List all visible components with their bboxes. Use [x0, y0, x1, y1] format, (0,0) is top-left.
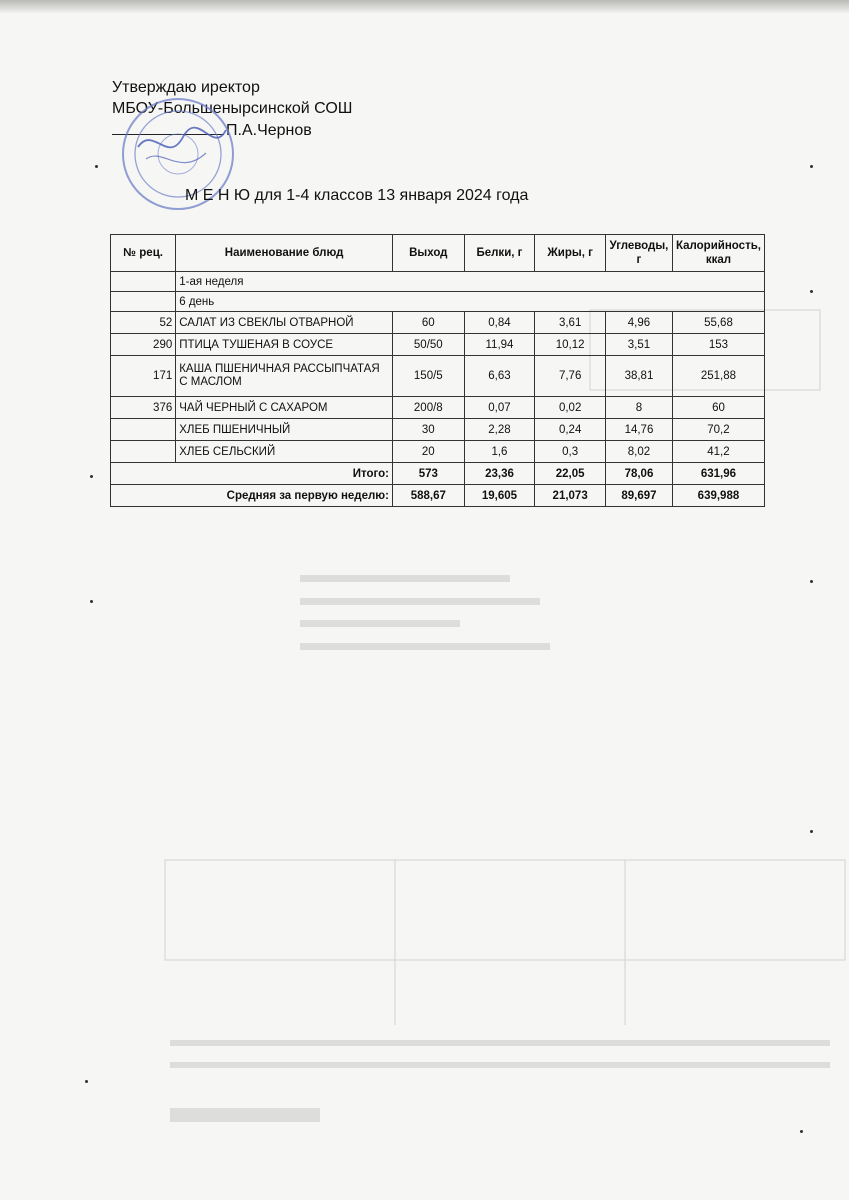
cell-num: 52 — [111, 312, 176, 334]
cell-carbs: 14,76 — [605, 419, 672, 441]
cell-protein: 0,07 — [464, 397, 535, 419]
day-row — [111, 292, 765, 312]
table-row — [111, 356, 765, 397]
average-carbs: 89,697 — [605, 485, 672, 507]
total-kcal: 631,96 — [672, 463, 764, 485]
average-fat: 21,073 — [535, 485, 606, 507]
cell-num — [111, 419, 176, 441]
scan-speck — [95, 165, 98, 168]
approval-line-2: МБОУ-Большенырсинской СОШ — [112, 100, 353, 117]
table-row — [111, 419, 765, 441]
scan-edge — [0, 0, 849, 14]
scan-speck — [810, 830, 813, 833]
scan-speck — [810, 580, 813, 583]
header-output: Выход — [392, 235, 464, 272]
header-kcal: Калорийность, ккал — [672, 235, 764, 272]
cell-fat: 0,02 — [535, 397, 606, 419]
average-protein: 19,605 — [464, 485, 535, 507]
cell-protein: 0,84 — [464, 312, 535, 334]
cell-protein: 11,94 — [464, 334, 535, 356]
cell-num: 171 — [111, 356, 176, 397]
cell-carbs: 8,02 — [605, 441, 672, 463]
cell-kcal: 60 — [672, 397, 764, 419]
total-label: Итого: — [111, 463, 393, 485]
cell-kcal: 153 — [672, 334, 764, 356]
total-row — [111, 463, 765, 485]
cell-protein: 6,63 — [464, 356, 535, 397]
cell-name: КАША ПШЕНИЧНАЯ РАССЫПЧАТАЯ С МАСЛОМ — [176, 356, 393, 397]
cell-protein: 2,28 — [464, 419, 535, 441]
cell-fat: 0,3 — [535, 441, 606, 463]
cell-kcal: 55,68 — [672, 312, 764, 334]
total-output: 573 — [392, 463, 464, 485]
cell-kcal: 70,2 — [672, 419, 764, 441]
cell-num — [111, 441, 176, 463]
scan-speck — [90, 475, 93, 478]
average-label: Средняя за первую неделю: — [111, 485, 393, 507]
cell-output: 50/50 — [392, 334, 464, 356]
average-row — [111, 485, 765, 507]
total-carbs: 78,06 — [605, 463, 672, 485]
cell-carbs: 38,81 — [605, 356, 672, 397]
header-fat: Жиры, г — [535, 235, 606, 272]
table-row — [111, 312, 765, 334]
menu-title: М Е Н Ю для 1-4 классов 13 января 2024 года — [185, 187, 529, 204]
cell-carbs: 4,96 — [605, 312, 672, 334]
scan-speck — [810, 290, 813, 293]
cell-output: 200/8 — [392, 397, 464, 419]
week-row — [111, 272, 765, 292]
scan-speck — [800, 1130, 803, 1133]
scan-speck — [85, 1080, 88, 1083]
cell-name: ЧАЙ ЧЕРНЫЙ С САХАРОМ — [176, 397, 393, 419]
cell-fat: 7,76 — [535, 356, 606, 397]
cell-kcal: 41,2 — [672, 441, 764, 463]
cell-carbs: 3,51 — [605, 334, 672, 356]
total-fat: 22,05 — [535, 463, 606, 485]
cell-name: САЛАТ ИЗ СВЕКЛЫ ОТВАРНОЙ — [176, 312, 393, 334]
cell-output: 20 — [392, 441, 464, 463]
day-label: 6 день — [176, 292, 765, 312]
table-row — [111, 397, 765, 419]
table-header-row — [111, 235, 765, 272]
total-protein: 23,36 — [464, 463, 535, 485]
week-label: 1-ая неделя — [176, 272, 765, 292]
menu-table — [110, 234, 765, 507]
average-output: 588,67 — [392, 485, 464, 507]
scan-speck — [810, 165, 813, 168]
cell-output: 30 — [392, 419, 464, 441]
cell-kcal: 251,88 — [672, 356, 764, 397]
table-row — [111, 334, 765, 356]
cell-carbs: 8 — [605, 397, 672, 419]
cell-name: ХЛЕБ ПШЕНИЧНЫЙ — [176, 419, 393, 441]
header-name: Наименование блюд — [176, 235, 393, 272]
table-row — [111, 441, 765, 463]
cell-num: 376 — [111, 397, 176, 419]
cell-fat: 3,61 — [535, 312, 606, 334]
header-carbs: Углеводы, г — [605, 235, 672, 272]
cell-fat: 0,24 — [535, 419, 606, 441]
cell-output: 60 — [392, 312, 464, 334]
cell-num: 290 — [111, 334, 176, 356]
approval-line-3: П.А.Чернов — [226, 122, 312, 139]
approval-line-1: Утверждаю иректор — [112, 79, 260, 96]
header-num: № рец. — [111, 235, 176, 272]
scan-speck — [90, 600, 93, 603]
cell-output: 150/5 — [392, 356, 464, 397]
average-kcal: 639,988 — [672, 485, 764, 507]
cell-name: ХЛЕБ СЕЛЬСКИЙ — [176, 441, 393, 463]
cell-name: ПТИЦА ТУШЕНАЯ В СОУСЕ — [176, 334, 393, 356]
cell-fat: 10,12 — [535, 334, 606, 356]
header-protein: Белки, г — [464, 235, 535, 272]
cell-protein: 1,6 — [464, 441, 535, 463]
